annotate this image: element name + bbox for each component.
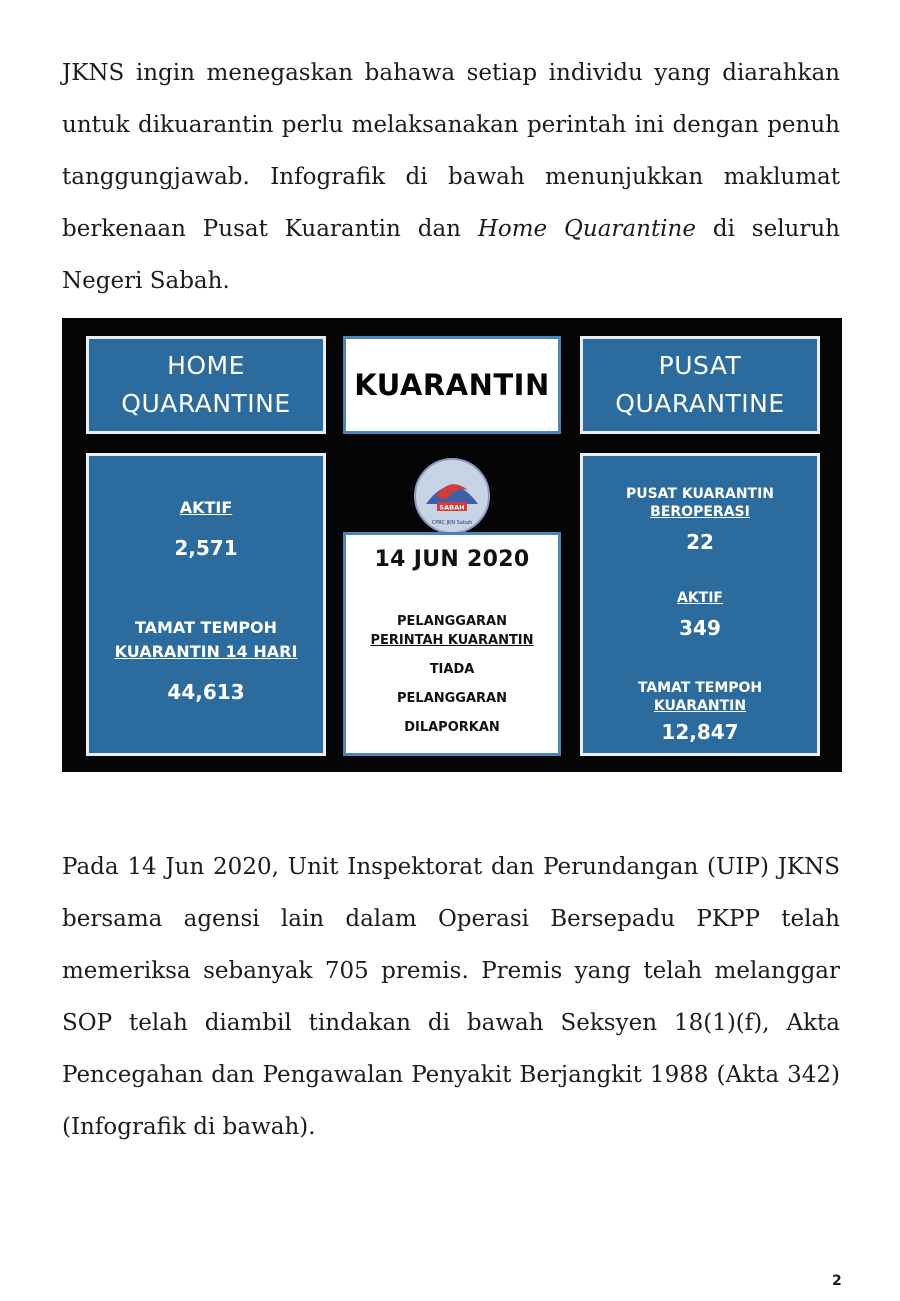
operation-paragraph: Pada 14 Jun 2020, Unit Inspektorat dan Perundangan (UIP) JKNS bersama agensi lain dalam Operasi Bersepadu PKPP telah memeriksa sebanyak 705 premis. Premis yang telah melanggar SOP telah diambil tindakan di bawah Seksyen 18(1)(f), Akta Pencegahan dan Pengawalan Penyakit Berjangkit 1988 (Akta 342) (Infografik di bawah). <box>62 854 840 1140</box>
home-tamat-label-line2: KUARANTIN 14 HARI <box>114 642 298 661</box>
status-line3: DILAPORKAN <box>404 720 500 735</box>
pusat-header-line2: QUARANTINE <box>615 389 785 418</box>
home-quarantine-stats <box>86 453 326 756</box>
kuarantin-header: KUARANTIN <box>343 336 561 434</box>
cprc-sabah-logo <box>412 456 492 536</box>
date-status-box <box>343 532 561 756</box>
pusat-aktif-value: 349 <box>679 616 721 640</box>
pusat-tamat-label-line2: KUARANTIN <box>653 698 747 714</box>
home-aktif-value: 2,571 <box>174 536 238 560</box>
status-line1: TIADA <box>429 662 475 677</box>
intro-paragraph <box>62 47 840 307</box>
pusat-header-line1: PUSAT <box>658 351 742 380</box>
report-date: 14 JUN 2020 <box>374 547 530 572</box>
intro-emphasis: Home Quarantine <box>477 216 696 242</box>
logo-text: SABAH <box>439 503 465 512</box>
pelanggaran-line2: PERINTAH KUARANTIN <box>370 633 534 648</box>
pusat-quarantine-header <box>580 336 820 434</box>
home-tamat-label-line1: TAMAT TEMPOH <box>134 618 278 637</box>
pusat-quarantine-stats <box>580 453 820 756</box>
pusat-beroperasi-value: 22 <box>686 530 714 554</box>
pusat-beroperasi-label-line1: PUSAT KUARANTIN <box>625 486 775 502</box>
logo-caption: CPRC JKN Sabah <box>431 520 473 526</box>
quarantine-infographic <box>62 318 842 772</box>
page-number: 2 <box>832 1273 842 1289</box>
status-line2: PELANGGARAN <box>397 691 507 706</box>
pusat-tamat-value: 12,847 <box>661 720 739 744</box>
home-tamat-value: 44,613 <box>167 680 245 704</box>
pusat-aktif-label: AKTIF <box>676 590 723 606</box>
intro-text-end: di seluruh Negeri Sabah. <box>62 216 840 294</box>
pelanggaran-line1: PELANGGARAN <box>397 614 507 629</box>
home-header-line1: HOME <box>167 351 245 380</box>
intro-text: JKNS ingin menegaskan bahawa setiap individu yang diarahkan untuk dikuarantin perlu melaksanakan perintah ini dengan penuh tanggungjawab. Infografik di bawah menunjukkan maklumat berkenaan Pusat Kuarantin dan <box>62 60 840 242</box>
home-aktif-label: AKTIF <box>179 498 233 517</box>
pusat-beroperasi-label-line2: BEROPERASI <box>650 504 750 520</box>
pusat-tamat-label-line1: TAMAT TEMPOH <box>637 680 763 696</box>
home-header-line2: QUARANTINE <box>121 389 291 418</box>
home-quarantine-header <box>86 336 326 434</box>
